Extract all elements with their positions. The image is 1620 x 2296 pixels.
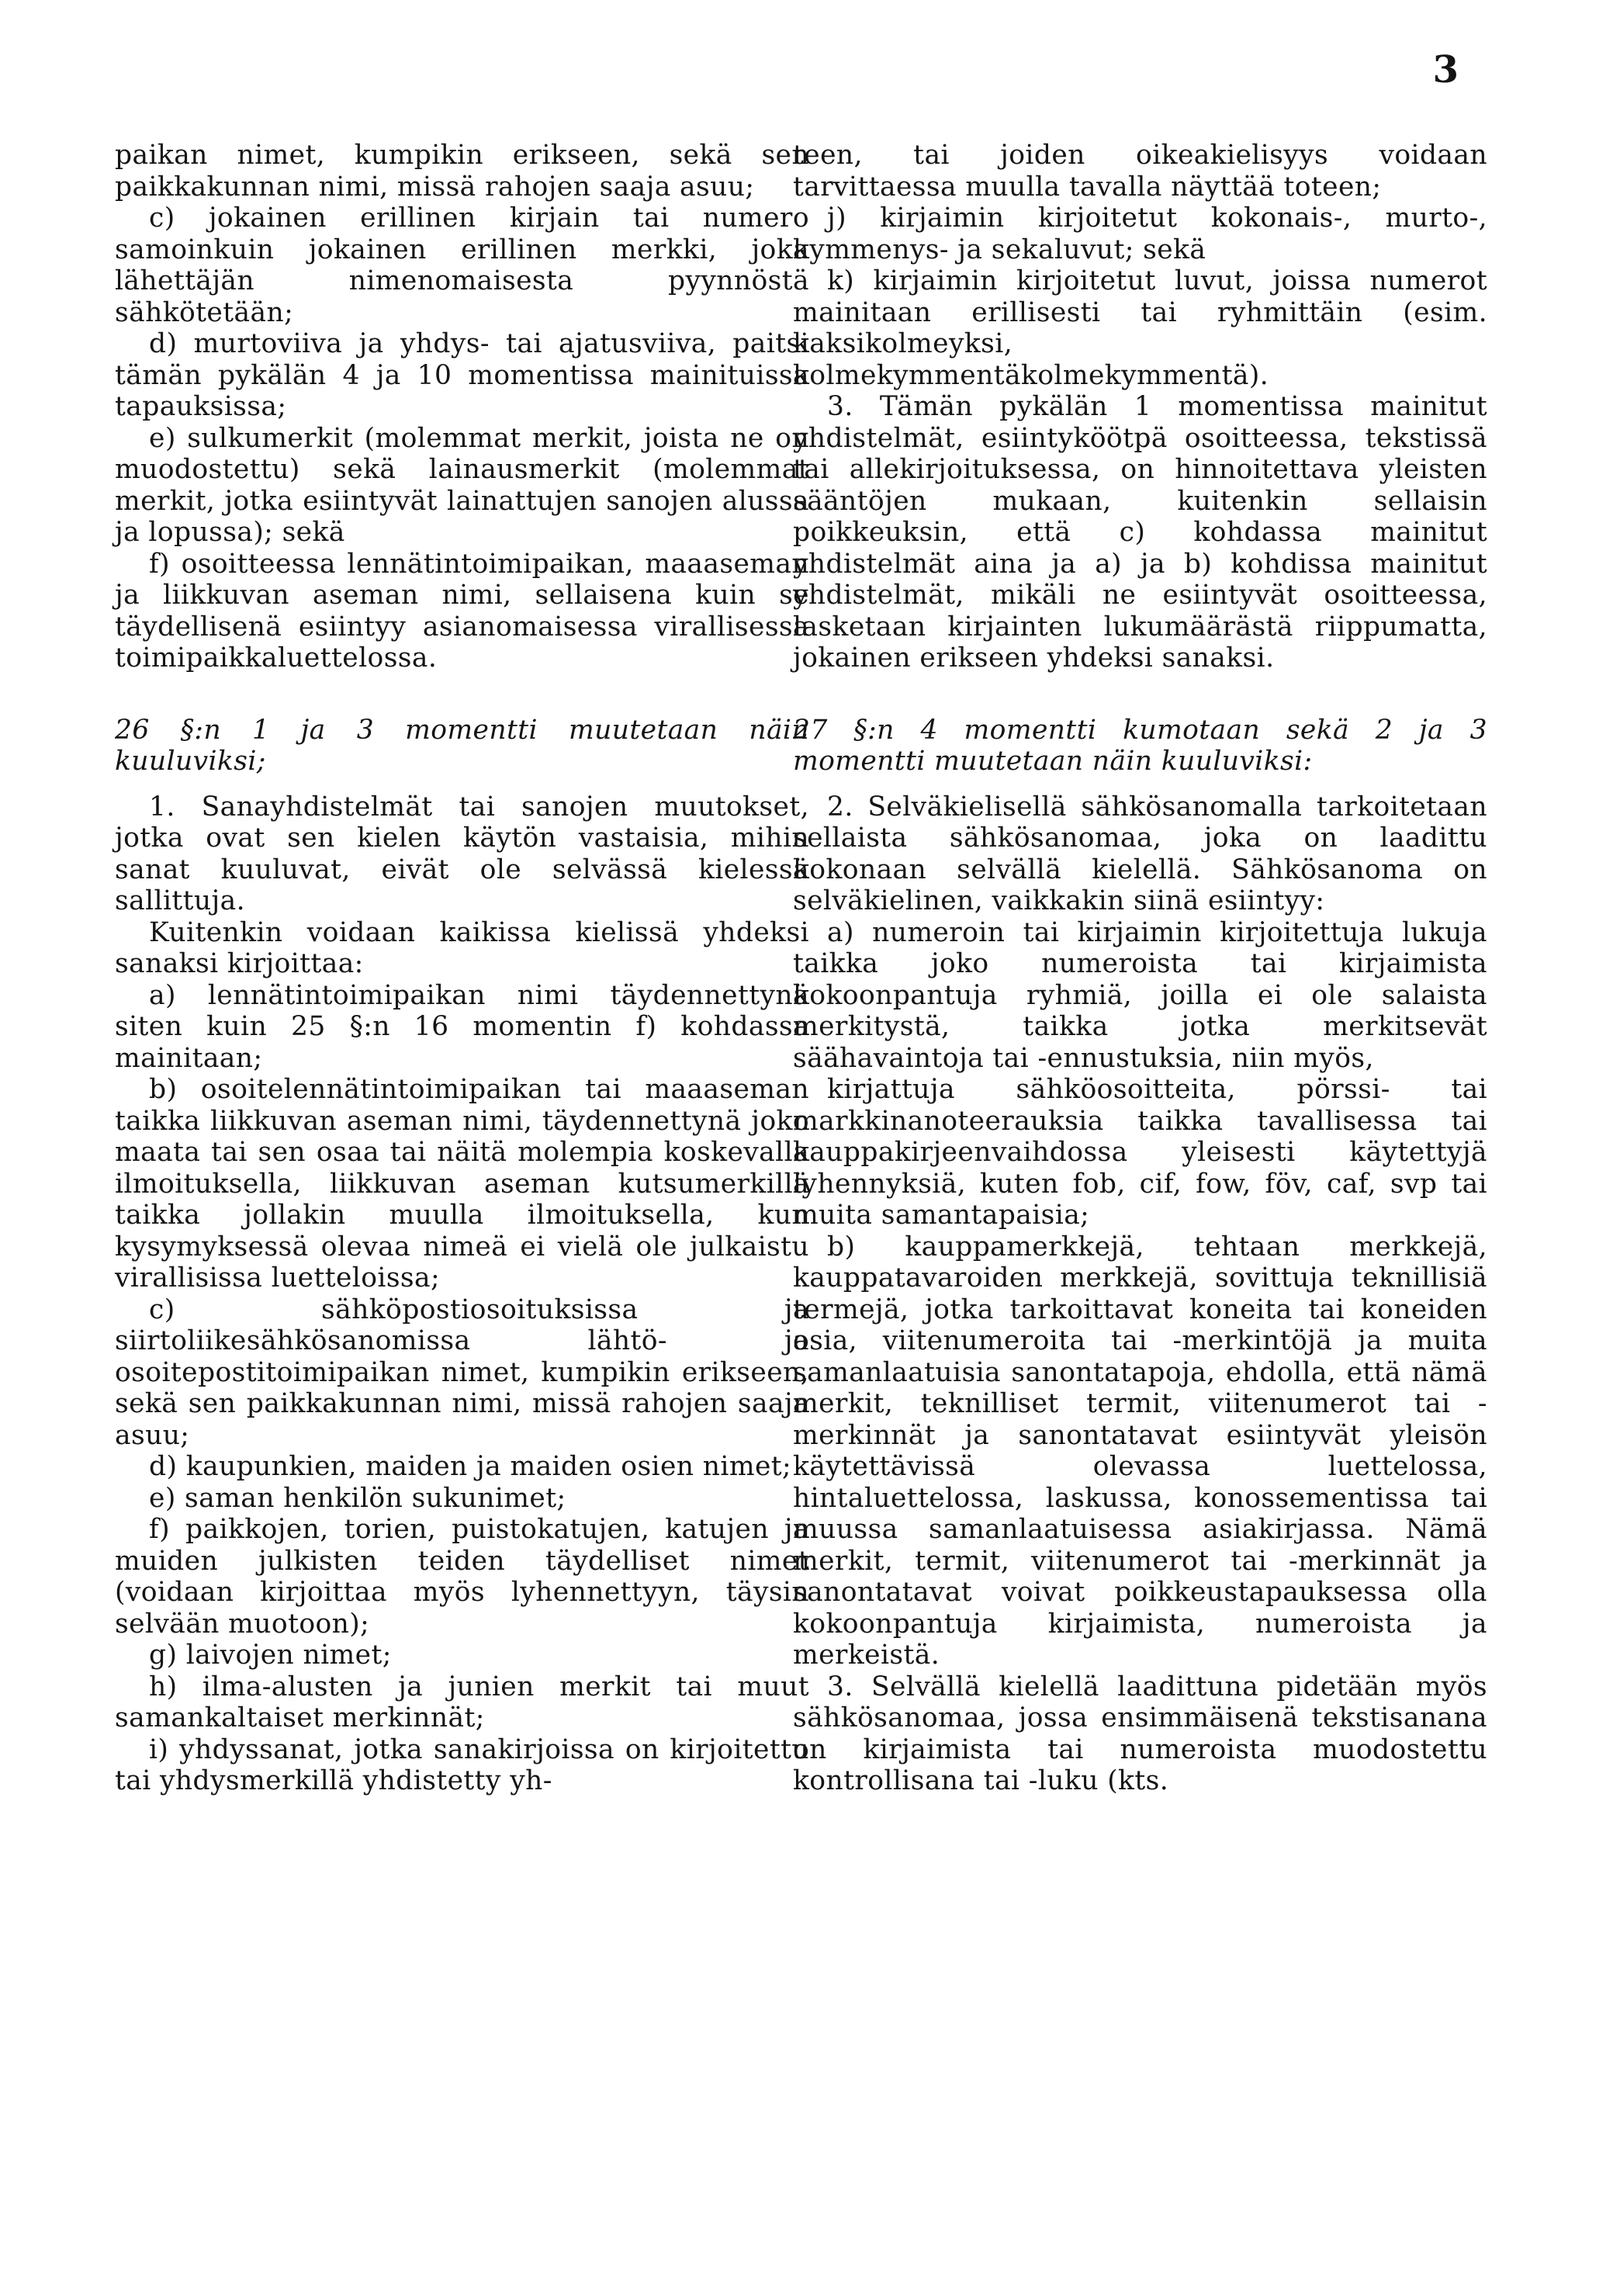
paragraph: 2. Selväkielisellä sähkösanomalla tarkoitetaan sellaista sähkösanomaa, joka on laadittu kokonaan selvällä kielellä. Sähkösanoma on selväkielinen, vaikkakin siinä esiintyy: xyxy=(793,791,1487,916)
list-item: h) ilma-alusten ja junien merkit tai muut samankaltaiset merkinnät; xyxy=(115,1671,809,1733)
paragraph: e) sulkumerkit (molemmat merkit, joista ne on muodostettu) sekä lainausmerkit (molemmat merkit, jotka esiintyvät lainattujen sanojen alussa ja lopussa); sekä xyxy=(115,422,809,548)
list-item: d) kaupunkien, maiden ja maiden osien nimet; xyxy=(149,1451,792,1482)
list-item: b) kauppamerkkejä, tehtaan merkkejä, kauppatavaroiden merkkejä, sovittuja teknillisiä termejä, jotka tarkoittavat koneita tai koneiden osia, viitenumeroita tai -merkintöjä ja muita samanlaatuisia sanontatapoja, ehdolla, että nämä merkit, teknilliset termit, viitenumerot tai -merkinnät ja sanontatavat esiintyvät yleisön käytettävissä olevassa luettelossa, hintaluettelossa, laskussa, konossementissa tai muussa samanlaatuisessa asiakirjassa. Nämä merkit, termit, viitenumerot tai -merkinnät ja sanontatavat voivat poikkeustapauksessa olla kokoonpantuja kirjaimista, numeroista ja merkeistä. xyxy=(793,1231,1487,1671)
list-item: c) sähköpostiosoituksissa ja siirtoliikesähkösanomissa lähtö- ja osoitepostitoimipaikan nimet, kumpikin erikseen, sekä sen paikkakunnan nimi, missä rahojen saaja asuu; xyxy=(115,1293,809,1451)
list-item: i) yhdyssanat, jotka sanakirjoissa on kirjoitettu tai yhdysmerkillä yhdistetty yh- xyxy=(115,1733,809,1796)
paragraph: 3. Selvällä kielellä laadittuna pidetään myös sähkösanomaa, jossa ensimmäisenä tekstisanana on kirjaimista tai numeroista muodostettu kontrollisana tai -luku (kts. xyxy=(793,1671,1487,1796)
list-item: k) kirjaimin kirjoitetut luvut, joissa numerot mainitaan erillisesti tai ryhmittäin (esim. kaksikolmeyksi, kolmekymmentäkolmekymmentä). xyxy=(793,265,1487,391)
paragraph: 1. Sanayhdistelmät tai sanojen muutokset, jotka ovat sen kielen käytön vastaisia, mihin sanat kuuluvat, eivät ole selvässä kielessä sallittuja. xyxy=(115,791,809,916)
list-item: f) paikkojen, torien, puistokatujen, katujen ja muiden julkisten teiden täydelliset nimet (voidaan kirjoittaa myös lyhennettyyn, täysin selvään muotoon); xyxy=(115,1514,809,1640)
list-item: kirjattuja sähköosoitteita, pörssi- tai markkinanoteerauksia taikka tavallisessa tai kauppakirjeenvaihdossa yleisesti käytettyjä lyhennyksiä, kuten fob, cif, fow, föv, caf, svp tai muita samantapaisia; xyxy=(793,1074,1487,1231)
list-item: a) numeroin tai kirjaimin kirjoitettuja lukuja taikka joko numeroista tai kirjaimista kokoonpantuja ryhmiä, joilla ei ole salaista merkitystä, taikka jotka merkitsevät säähavaintoja tai -ennustuksia, niin myös, xyxy=(793,916,1487,1074)
list-item: j) kirjaimin kirjoitetut kokonais-, murto-, kymmenys- ja sekaluvut; sekä xyxy=(793,203,1487,265)
paragraph: c) jokainen erillinen kirjain tai numero samoinkuin jokainen erillinen merkki, joka lähettäjän nimenomaisesta pyynnöstä sähkötetään; xyxy=(115,203,809,328)
paragraph: paikan nimet, kumpikin erikseen, sekä sen paikkakunnan nimi, missä rahojen saaja asuu; xyxy=(115,140,809,203)
list-item: b) osoitelennätintoimipaikan tai maaaseman taikka liikkuvan aseman nimi, täydennettynä joko maata tai sen osaa tai näitä molempia koskevalla ilmoituksella, liikkuvan aseman kutsumerkillä taikka jollakin muulla ilmoituksella, kun kysymyksessä olevaa nimeä ei vielä ole julkaistu virallisissa luetteloissa; xyxy=(115,1074,809,1293)
paragraph: Kuitenkin voidaan kaikissa kielissä yhdeksi sanaksi kirjoittaa: xyxy=(115,916,809,979)
left-column xyxy=(115,140,809,1797)
right-column xyxy=(793,140,1487,1797)
list-item: g) laivojen nimet; xyxy=(149,1640,392,1671)
list-item: a) lennätintoimipaikan nimi täydennettynä siten kuin 25 §:n 16 momentin f) kohdassa mainitaan; xyxy=(115,979,809,1074)
list-item: e) saman henkilön sukunimet; xyxy=(149,1482,566,1514)
section-heading: 27 §:n 4 momentti kumotaan sekä 2 ja 3 momentti muutetaan näin kuuluviksi: xyxy=(793,714,1487,777)
paragraph: f) osoitteessa lennätintoimipaikan, maaaseman ja liikkuvan aseman nimi, sellaisena kuin se täydellisenä esiintyy asianomaisessa virallisessa toimipaikkaluettelossa. xyxy=(115,548,809,674)
page-number: 3 xyxy=(1432,48,1459,92)
paragraph: 3. Tämän pykälän 1 momentissa mainitut yhdistelmät, esiintyköötpä osoitteessa, tekstissä tai allekirjoituksessa, on hinnoitettava yleisten sääntöjen mukaan, kuitenkin sellaisin poikkeuksin, että c) kohdassa mainitut yhdistelmät aina ja a) ja b) kohdissa mainitut yhdistelmät, mikäli ne esiintyvät osoitteessa, lasketaan kirjainten lukumäärästä riippumatta, jokainen erikseen yhdeksi sanaksi. xyxy=(793,391,1487,674)
paragraph: d) murtoviiva ja yhdys- tai ajatusviiva, paitsi tämän pykälän 4 ja 10 momentissa mainituissa tapauksissa; xyxy=(115,328,809,422)
section-heading: 26 §:n 1 ja 3 momentti muutetaan näin kuuluviksi; xyxy=(115,714,809,777)
paragraph: teen, tai joiden oikeakielisyys voidaan tarvittaessa muulla tavalla näyttää toteen; xyxy=(793,140,1487,203)
